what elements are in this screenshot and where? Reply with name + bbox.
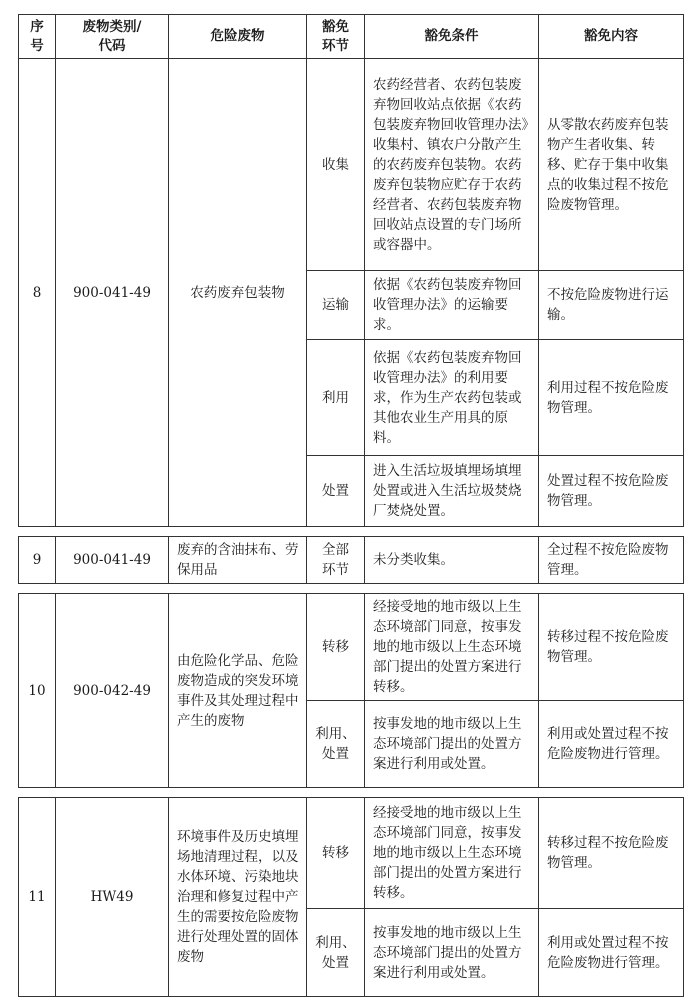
row-stage: 转移: [307, 594, 365, 701]
row-code: 900-041-49: [56, 537, 169, 584]
header-no: 序号: [19, 15, 56, 59]
exemption-table: [18, 14, 684, 997]
row-no: 11: [19, 798, 56, 997]
row-waste: 农药废弃包装物: [169, 59, 307, 527]
row-no: 8: [19, 59, 56, 527]
row-content: 不按危险废物进行运输。: [539, 271, 684, 340]
row-content: 利用过程不按危险废物管理。: [539, 340, 684, 456]
header-condition: 豁免条件: [365, 15, 539, 59]
header-waste: 危险废物: [169, 15, 307, 59]
row-condition: 经接受地的地市级以上生态环境部门同意，按事发地的地市级以上生态环境部门提出的处置方案进行转移。: [365, 798, 539, 909]
row-separator: [19, 527, 684, 537]
row-waste: 由危险化学品、危险废物造成的突发环境事件及其处理过程中产生的废物: [169, 594, 307, 788]
row-condition: 依据《农药包装废弃物回收管理办法》的运输要求。: [365, 271, 539, 340]
table-row: [19, 537, 684, 584]
row-stage: 收集: [307, 59, 365, 271]
row-content: 全过程不按危险废物管理。: [539, 537, 684, 584]
row-condition: 按事发地的地市级以上生态环境部门提出的处置方案进行利用或处置。: [365, 909, 539, 997]
row-condition: 依据《农药包装废弃物回收管理办法》的利用要求，作为生产农药包装或其他农业生产用具的原料。: [365, 340, 539, 456]
row-separator: [19, 788, 684, 798]
row-condition: 进入生活垃圾填埋场填埋处置或进入生活垃圾焚烧厂焚烧处置。: [365, 456, 539, 527]
row-no: 10: [19, 594, 56, 788]
row-stage: 利用、处置: [307, 701, 365, 788]
header-content: 豁免内容: [539, 15, 684, 59]
row-separator: [19, 584, 684, 594]
row-code: 900-042-49: [56, 594, 169, 788]
row-content: 利用或处置过程不按危险废物进行管理。: [539, 909, 684, 997]
row-waste: 废弃的含油抹布、劳保用品: [169, 537, 307, 584]
row-condition: 按事发地的地市级以上生态环境部门提出的处置方案进行利用或处置。: [365, 701, 539, 788]
row-code: HW49: [56, 798, 169, 997]
row-stage: 利用、处置: [307, 909, 365, 997]
row-content: 从零散农药废弃包装物产生者收集、转移、贮存于集中收集点的收集过程不按危险废物管理。: [539, 59, 684, 271]
row-condition: 未分类收集。: [365, 537, 539, 584]
row-stage: 运输: [307, 271, 365, 340]
row-content: 转移过程不按危险废物管理。: [539, 798, 684, 909]
table-row: [19, 59, 684, 271]
row-code: 900-041-49: [56, 59, 169, 527]
row-condition: 农药经营者、农药包装废弃物回收站点依据《农药包装废弃物回收管理办法》收集村、镇农户分散产生的农药废弃包装物。农药废弃包装物应贮存于农药经营者、农药包装废弃物回收站点设置的专门场所或容器中。: [365, 59, 539, 271]
row-content: 处置过程不按危险废物管理。: [539, 456, 684, 527]
row-waste: 环境事件及历史填埋场地清理过程，以及水体环境、污染地块治理和修复过程中产生的需要按危险废物进行处理处置的固体废物: [169, 798, 307, 997]
header-code: 废物类别/代码: [56, 15, 169, 59]
row-content: 利用或处置过程不按危险废物进行管理。: [539, 701, 684, 788]
table-row: [19, 594, 684, 701]
row-condition: 经接受地的地市级以上生态环境部门同意，按事发地的地市级以上生态环境部门提出的处置方案进行转移。: [365, 594, 539, 701]
row-stage: 转移: [307, 798, 365, 909]
header-stage: 豁免环节: [307, 15, 365, 59]
row-stage: 全部环节: [307, 537, 365, 584]
row-no: 9: [19, 537, 56, 584]
row-content: 转移过程不按危险废物管理。: [539, 594, 684, 701]
table-row: [19, 798, 684, 909]
row-stage: 利用: [307, 340, 365, 456]
row-stage: 处置: [307, 456, 365, 527]
header-row: [19, 15, 684, 59]
